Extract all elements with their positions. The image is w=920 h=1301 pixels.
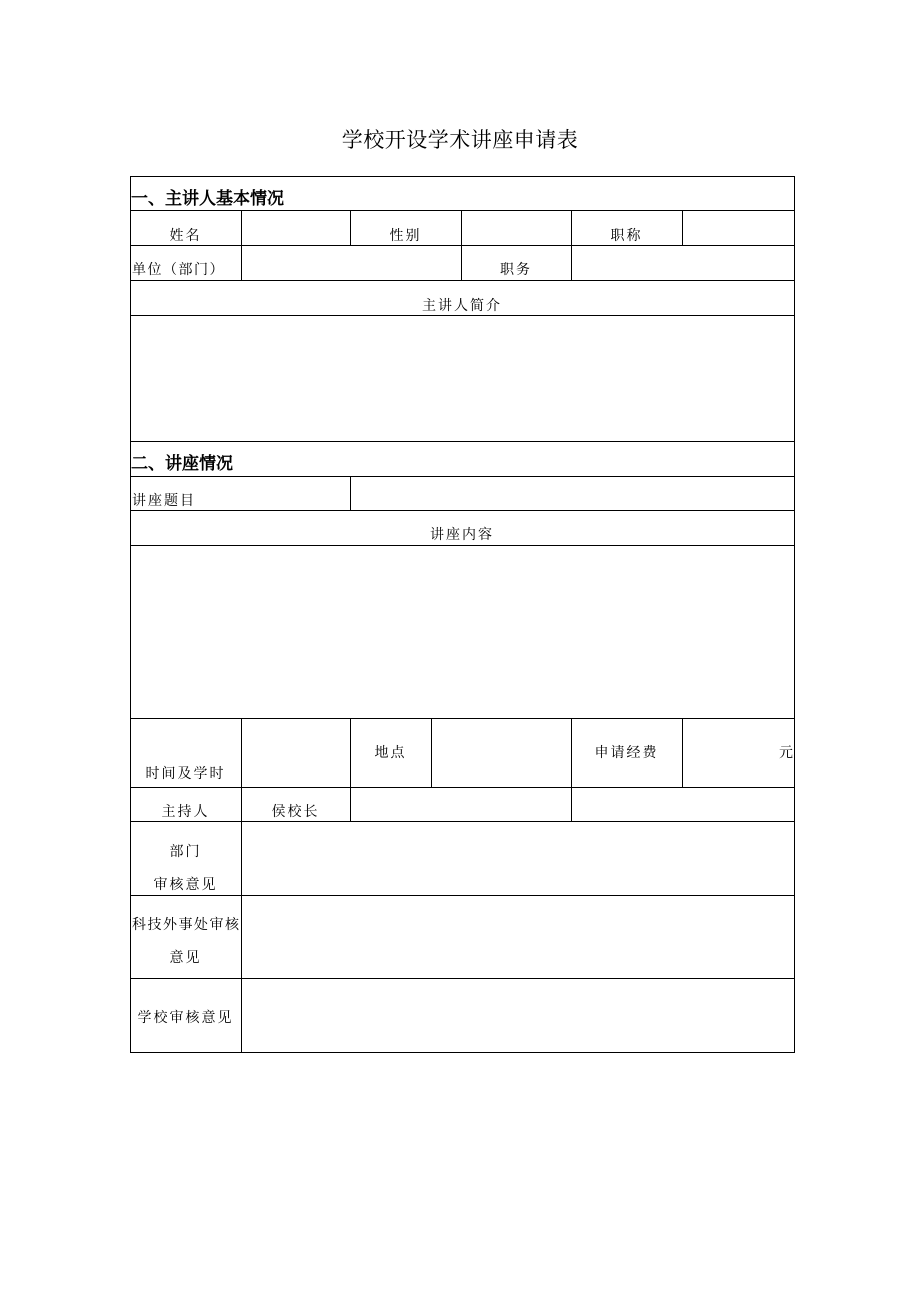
dept-review-field[interactable] — [241, 826, 794, 890]
lecture-content-field[interactable] — [130, 551, 794, 713]
host-extra-field[interactable] — [350, 792, 571, 818]
name-field[interactable] — [241, 216, 350, 244]
row-divider — [130, 787, 794, 788]
row-divider — [130, 280, 794, 281]
position-field[interactable] — [571, 251, 794, 279]
host-label: 主持人 — [161, 804, 210, 820]
row-divider — [130, 821, 794, 822]
time-hours-label: 时间及学时 — [145, 766, 226, 782]
page-title: 学校开设学术讲座申请表 — [341, 128, 579, 152]
dept-review-label-line2: 审核意见 — [153, 877, 218, 893]
fee-label: 申请经费 — [594, 745, 659, 761]
lecture-topic-field[interactable] — [350, 481, 794, 507]
row-divider — [130, 245, 794, 246]
gender-field[interactable] — [461, 216, 571, 244]
row-divider — [130, 978, 794, 979]
professional-title-field[interactable] — [682, 216, 794, 244]
lecture-topic-label: 讲座题目 — [132, 493, 196, 509]
time-hours-field[interactable] — [241, 724, 350, 784]
position-label: 职务 — [500, 262, 532, 278]
row-divider — [130, 210, 794, 211]
school-review-field[interactable] — [241, 983, 794, 1047]
school-review-label: 学校审核意见 — [137, 1010, 234, 1026]
professional-title-label: 职称 — [610, 228, 643, 244]
row-divider — [130, 315, 794, 316]
dept-review-label-line1: 部门 — [169, 844, 202, 860]
speaker-bio-label: 主讲人简介 — [422, 298, 502, 314]
application-form — [130, 176, 794, 1052]
form-border-top — [130, 176, 794, 177]
form-border-bottom — [130, 1052, 794, 1053]
name-label: 姓名 — [169, 228, 202, 244]
unit-field[interactable] — [241, 251, 461, 279]
sci-office-review-label-line2: 意见 — [169, 950, 202, 966]
speaker-bio-field[interactable] — [130, 321, 794, 436]
fee-field[interactable] — [682, 724, 794, 784]
lecture-content-label: 讲座内容 — [430, 527, 494, 543]
unit-label: 单位（部门） — [132, 262, 225, 278]
form-border-right — [794, 176, 795, 1053]
section2-heading: 二、讲座情况 — [131, 454, 233, 474]
fee-unit: 元 — [779, 745, 793, 761]
row-divider — [130, 510, 794, 511]
gender-label: 性别 — [389, 228, 422, 244]
row-divider — [130, 441, 794, 442]
row-divider — [130, 895, 794, 896]
host-value: 侯校长 — [271, 804, 320, 820]
section1-heading: 一、主讲人基本情况 — [131, 189, 284, 209]
host-extra-field-2[interactable] — [571, 792, 794, 818]
place-field[interactable] — [431, 724, 571, 784]
sci-office-review-label-line1: 科技外事处审核 — [132, 917, 241, 933]
place-label: 地点 — [374, 745, 407, 761]
row-divider — [130, 545, 794, 546]
row-divider — [130, 476, 794, 477]
row-divider — [130, 718, 794, 719]
sci-office-review-field[interactable] — [241, 900, 794, 974]
